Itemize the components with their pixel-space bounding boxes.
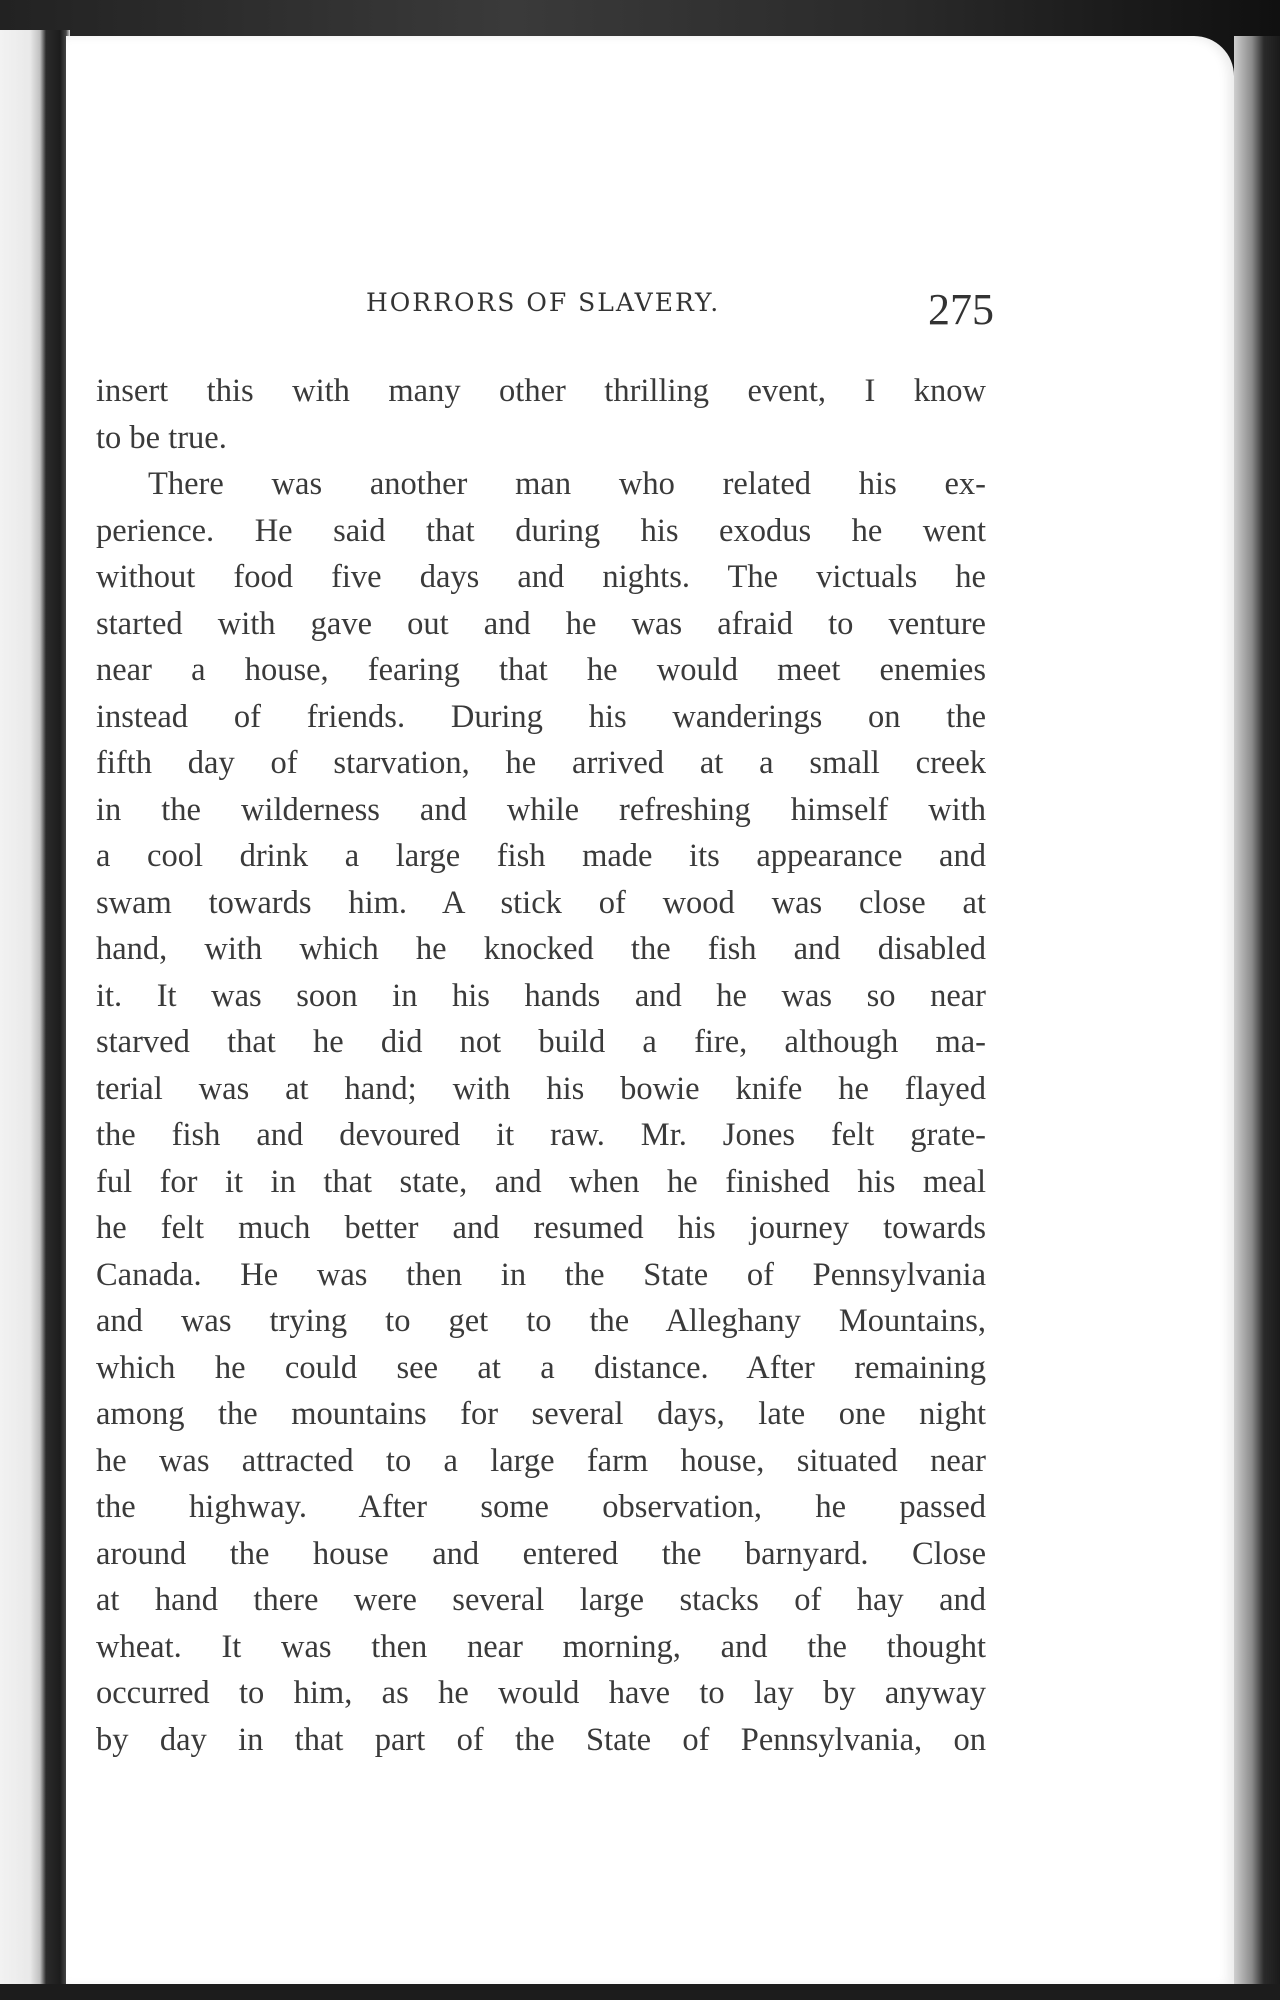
text-line: by day in that part of the State of Pennsylvania, on xyxy=(96,1721,986,1758)
text-line: ful for it in that state, and when he finished his meal xyxy=(96,1163,986,1200)
text-line: There was another man who related his ex- xyxy=(148,466,986,502)
text-line: he felt much better and resumed his journey towards xyxy=(96,1210,986,1246)
text-line: at hand there were several large stacks of hay and xyxy=(96,1582,986,1618)
text-line: wheat. It was then near morning, and the thought xyxy=(96,1628,986,1665)
text-line: which he could see at a distance. After remaining xyxy=(96,1349,986,1386)
text-line: to be true. xyxy=(96,419,227,456)
text-line: it. It was soon in his hands and he was so near xyxy=(96,977,986,1014)
text-line: the highway. After some observation, he passed xyxy=(96,1489,986,1525)
text-line: occurred to him, as he would have to lay by anyway xyxy=(96,1675,986,1711)
text-line: without food five days and nights. The victuals he xyxy=(96,559,986,595)
text-line: Canada. He was then in the State of Pennsylvania xyxy=(96,1256,986,1293)
scan-bottom-border xyxy=(0,1984,1280,2000)
text-line: among the mountains for several days, late one night xyxy=(96,1396,986,1432)
running-head: HORRORS OF SLAVERY. xyxy=(366,288,721,317)
text-line: around the house and entered the barnyard. Close xyxy=(96,1535,986,1572)
scan-top-border xyxy=(0,0,1280,40)
text-line: started with gave out and he was afraid to venture xyxy=(96,605,986,642)
page-edge xyxy=(1234,36,1280,2000)
page-number: 275 xyxy=(928,285,994,334)
text-line: a cool drink a large fish made its appearance and xyxy=(96,838,986,874)
text-line: swam towards him. A stick of wood was close at xyxy=(96,884,986,921)
body-text xyxy=(96,368,986,1763)
text-line: the fish and devoured it raw. Mr. Jones felt grate- xyxy=(96,1117,986,1153)
text-line: instead of friends. During his wanderings on the xyxy=(96,698,986,735)
text-line: in the wilderness and while refreshing himself with xyxy=(96,791,986,828)
text-line: and was trying to get to the Alleghany Mountains, xyxy=(96,1303,986,1339)
text-line: near a house, fearing that he would meet enemies xyxy=(96,652,986,688)
text-line: perience. He said that during his exodus he went xyxy=(96,512,986,549)
text-line: hand, with which he knocked the fish and disabled xyxy=(96,931,986,967)
text-line: insert this with many other thrilling event, I know xyxy=(96,373,986,409)
text-line: starved that he did not build a fire, although ma- xyxy=(96,1024,986,1060)
text-line: terial was at hand; with his bowie knife he flayed xyxy=(96,1070,986,1107)
text-line: he was attracted to a large farm house, situated near xyxy=(96,1442,986,1479)
book-binding xyxy=(0,30,70,2000)
text-line: fifth day of starvation, he arrived at a small creek xyxy=(96,745,986,781)
